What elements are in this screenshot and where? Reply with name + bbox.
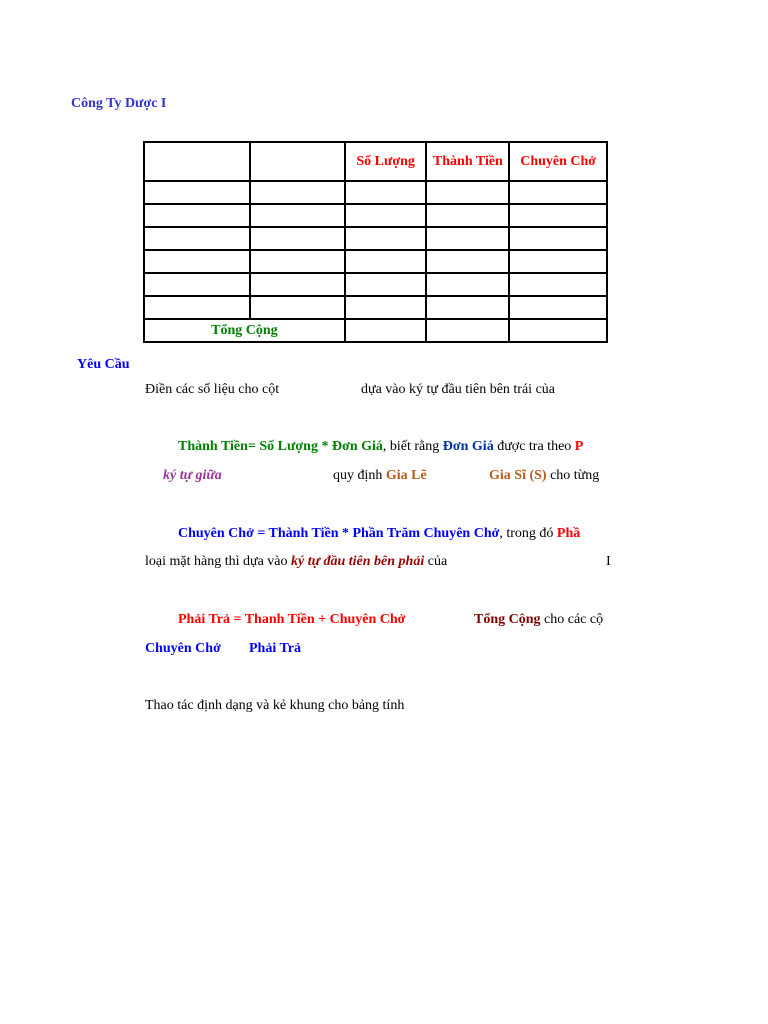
thanh-tien-formula: Thành Tiền= Số Lượng * Đơn Giá	[178, 439, 383, 454]
table-cell[interactable]	[250, 181, 345, 204]
table-cell[interactable]	[426, 273, 509, 296]
requirement-line-1	[145, 382, 279, 398]
gia-le-term: Gia Lẽ	[385, 468, 427, 483]
table-cell[interactable]	[144, 250, 250, 273]
header-cell-chuyen-cho[interactable]: Chuyên Chở	[509, 142, 607, 181]
ky-tu-giua-term: ký tự giữa	[163, 468, 222, 483]
requirement-line-3b	[333, 468, 427, 484]
requirement-line-7a: Chuyên Chở	[145, 641, 221, 656]
table-cell[interactable]	[509, 296, 607, 319]
gia-si-term: Gia Sĩ (S)	[489, 468, 547, 483]
req4-sep: , trong đó	[499, 526, 557, 541]
header-cell-blank-2[interactable]	[250, 142, 345, 181]
requirement-line-6	[178, 612, 405, 628]
table-cell[interactable]	[345, 273, 427, 296]
table-cell[interactable]	[345, 181, 427, 204]
company-name: Công Ty Dược I	[71, 96, 167, 111]
table-cell[interactable]	[426, 204, 509, 227]
quy-dinh-text: quy định	[333, 468, 386, 483]
requirement-line-2	[178, 439, 583, 455]
tong-cong-term: Tổng Cộng	[474, 612, 541, 627]
table-cell[interactable]	[144, 204, 250, 227]
cho-tung-text: cho từng	[546, 468, 600, 483]
requirement-line-1b	[361, 382, 555, 398]
req2-sep: , biết rằng	[382, 439, 443, 454]
req4-cut: Phầ	[556, 526, 581, 541]
table-cell[interactable]	[509, 273, 607, 296]
table-cell[interactable]	[345, 227, 427, 250]
table-header-row	[144, 142, 607, 181]
table-cell[interactable]	[144, 296, 250, 319]
ky-tu-ben-phai-term: ký tự đầu tiên bên phải	[291, 554, 425, 569]
requirement-line-4	[178, 526, 580, 542]
req6-tail: cho các cộ	[540, 612, 604, 627]
phai-tra-formula: Phải Trả = Thanh Tiền + Chuyên Chở	[178, 612, 406, 627]
table-cell[interactable]	[345, 204, 427, 227]
table-cell[interactable]	[250, 204, 345, 227]
req1-part2: dựa vào ký tự đầu tiên bên trái của	[361, 382, 555, 397]
total-cell-thanh-tien[interactable]	[426, 319, 509, 342]
header-cell-thanh-tien[interactable]: Thành Tiền	[426, 142, 509, 181]
don-gia-term: Đơn Giá	[442, 439, 494, 454]
table-cell[interactable]	[345, 250, 427, 273]
requirement-line-6b	[474, 612, 603, 628]
requirement-line-3	[163, 468, 222, 484]
table-cell[interactable]	[345, 296, 427, 319]
req2-tail: được tra theo	[493, 439, 575, 454]
requirement-line-7b: Phải Trả	[249, 641, 301, 656]
requirement-line-3c	[489, 468, 599, 484]
table-cell[interactable]	[250, 227, 345, 250]
header-cell-blank-1[interactable]	[144, 142, 250, 181]
table-row	[144, 227, 607, 250]
table-row	[144, 273, 607, 296]
table-row	[144, 296, 607, 319]
req2-cut: P	[574, 439, 584, 454]
table-row	[144, 181, 607, 204]
table-cell[interactable]	[509, 204, 607, 227]
table-cell[interactable]	[250, 273, 345, 296]
requirement-line-5b	[606, 554, 611, 570]
req5-cut: I	[606, 554, 611, 569]
requirement-line-5	[145, 554, 447, 570]
table-row	[144, 204, 607, 227]
table-cell[interactable]	[250, 250, 345, 273]
table-cell[interactable]	[144, 227, 250, 250]
table-cell[interactable]	[509, 181, 607, 204]
table-cell[interactable]	[250, 296, 345, 319]
req5-part1: loại mặt hàng thì dựa vào	[145, 554, 291, 569]
table-row	[144, 250, 607, 273]
req5-part2: của	[424, 554, 448, 569]
req1-part1: Điền các số liệu cho cột	[145, 382, 280, 397]
table-cell[interactable]	[426, 296, 509, 319]
table-cell[interactable]	[144, 181, 250, 204]
table-cell[interactable]	[144, 273, 250, 296]
chuyen-cho-formula: Chuyên Chở = Thành Tiền * Phần Trăm Chuyên Chở	[178, 526, 500, 541]
table-cell[interactable]	[426, 227, 509, 250]
spreadsheet-table	[143, 141, 608, 343]
total-cell-so-luong[interactable]	[345, 319, 427, 342]
table-cell[interactable]	[426, 181, 509, 204]
total-label-cell[interactable]: Tổng Cộng	[144, 319, 345, 342]
table-cell[interactable]	[509, 227, 607, 250]
table-total-row	[144, 319, 607, 342]
table-cell[interactable]	[426, 250, 509, 273]
header-cell-so-luong[interactable]: Số Lượng	[345, 142, 427, 181]
requirement-line-8: Thao tác định dạng và kẻ khung cho bảng tính	[145, 698, 405, 713]
total-cell-chuyen-cho[interactable]	[509, 319, 607, 342]
table-cell[interactable]	[509, 250, 607, 273]
requirements-title: Yêu Cầu	[77, 357, 130, 372]
